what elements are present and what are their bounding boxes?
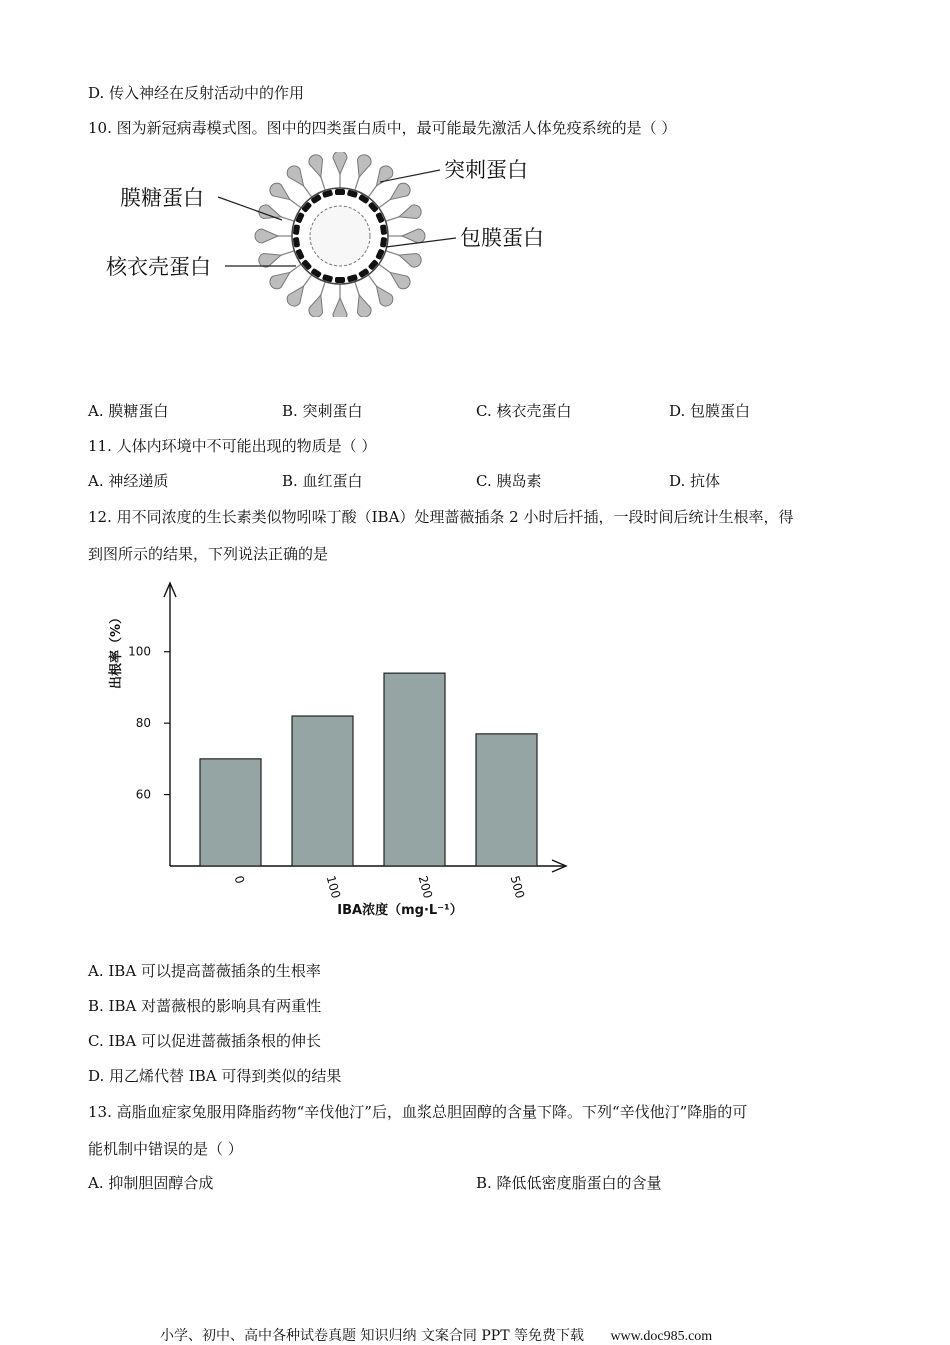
q12-option-d: D. 用乙烯代替 IBA 可得到类似的结果 xyxy=(88,1067,342,1085)
x-tick-label: 100 xyxy=(323,874,344,900)
spike-protein xyxy=(333,283,347,317)
spike-protein xyxy=(348,279,373,317)
q11-option-b: B. 血红蛋白 xyxy=(282,472,363,490)
bar-200 xyxy=(384,673,445,866)
spike-protein xyxy=(387,229,425,243)
y-tick-label: 80 xyxy=(135,716,151,731)
spike-protein xyxy=(257,203,297,228)
q11-option-d: D. 抗体 xyxy=(669,472,721,490)
spike-protein xyxy=(257,244,297,269)
q13-option-b: B. 降低低密度脂蛋白的含量 xyxy=(476,1174,662,1192)
page-footer xyxy=(160,1325,712,1345)
spike-protein xyxy=(307,153,332,193)
x-tick-label: 200 xyxy=(415,874,436,900)
y-tick-label: 100 xyxy=(128,644,151,659)
spike-protein xyxy=(307,279,332,317)
q12-stem-line1: 12. 用不同浓度的生长素类似物吲哚丁酸（IBA）处理蔷薇插条 2 小时后扦插，一段时间后统计生根率，得 xyxy=(88,508,794,526)
spike-protein xyxy=(255,229,293,243)
q10-option-a: A. 膜糖蛋白 xyxy=(88,402,169,420)
q10-option-c: C. 核衣壳蛋白 xyxy=(476,402,572,420)
q11-option-a: A. 神经递质 xyxy=(88,472,169,490)
virus-figure xyxy=(100,152,560,317)
q12-option-a: A. IBA 可以提高蔷薇插条的生根率 xyxy=(88,962,321,980)
q11-option-c: C. 胰岛素 xyxy=(476,472,542,490)
virus-diagram xyxy=(255,152,425,317)
q10-option-d: D. 包膜蛋白 xyxy=(669,402,751,420)
q11-stem: 11. 人体内环境中不可能出现的物质是（ ） xyxy=(88,437,377,455)
spike-protein xyxy=(333,152,347,189)
spike-protein xyxy=(348,153,373,193)
y-axis-label: 出根率（%） xyxy=(109,610,124,690)
label-nucleocapsid: 核衣壳蛋白 xyxy=(106,255,211,279)
x-axis-label: IBA浓度（mg·L⁻¹） xyxy=(337,903,463,918)
footer-text: 小学、初中、高中各种试卷真题 知识归纳 文案合同 PPT 等免费下载 xyxy=(160,1328,584,1344)
q9-option-d: D. 传入神经在反射活动中的作用 xyxy=(88,84,305,102)
q13-option-a: A. 抑制胆固醇合成 xyxy=(88,1174,214,1192)
q12-option-c: C. IBA 可以促进蔷薇插条根的伸长 xyxy=(88,1032,322,1050)
y-tick-label: 60 xyxy=(135,787,151,802)
x-tick-label: 500 xyxy=(507,874,528,900)
label-spike: 突刺蛋白 xyxy=(444,158,528,182)
x-tick-label: 0 xyxy=(231,874,248,886)
q10-option-b: B. 突刺蛋白 xyxy=(282,402,363,420)
membrane-protein xyxy=(335,189,345,195)
label-envelope: 包膜蛋白 xyxy=(460,226,544,250)
q12-option-b: B. IBA 对蔷薇根的影响具有两重性 xyxy=(88,997,322,1015)
q10-stem: 10. 图为新冠病毒模式图。图中的四类蛋白质中，最可能最先激活人体免疫系统的是（ ） xyxy=(88,119,677,137)
spike-protein xyxy=(383,244,423,269)
virus-core xyxy=(310,206,370,266)
membrane-protein xyxy=(335,277,345,283)
label-membrane-glyco: 膜糖蛋白 xyxy=(120,186,204,210)
bar-500 xyxy=(476,734,537,866)
q13-stem-line2: 能机制中错误的是（ ） xyxy=(88,1140,243,1158)
q12-stem-line2: 到图所示的结果，下列说法正确的是 xyxy=(88,545,329,563)
iba-rooting-chart xyxy=(95,575,595,925)
bar-0 xyxy=(200,759,261,866)
spike-protein xyxy=(383,203,423,228)
q13-stem-line1: 13. 高脂血症家兔服用降脂药物“辛伐他汀”后，血浆总胆固醇的含量下降。下列“辛伐他汀”降脂的可 xyxy=(88,1103,748,1121)
bar-100 xyxy=(292,716,353,866)
footer-url[interactable]: www.doc985.com xyxy=(610,1329,713,1344)
